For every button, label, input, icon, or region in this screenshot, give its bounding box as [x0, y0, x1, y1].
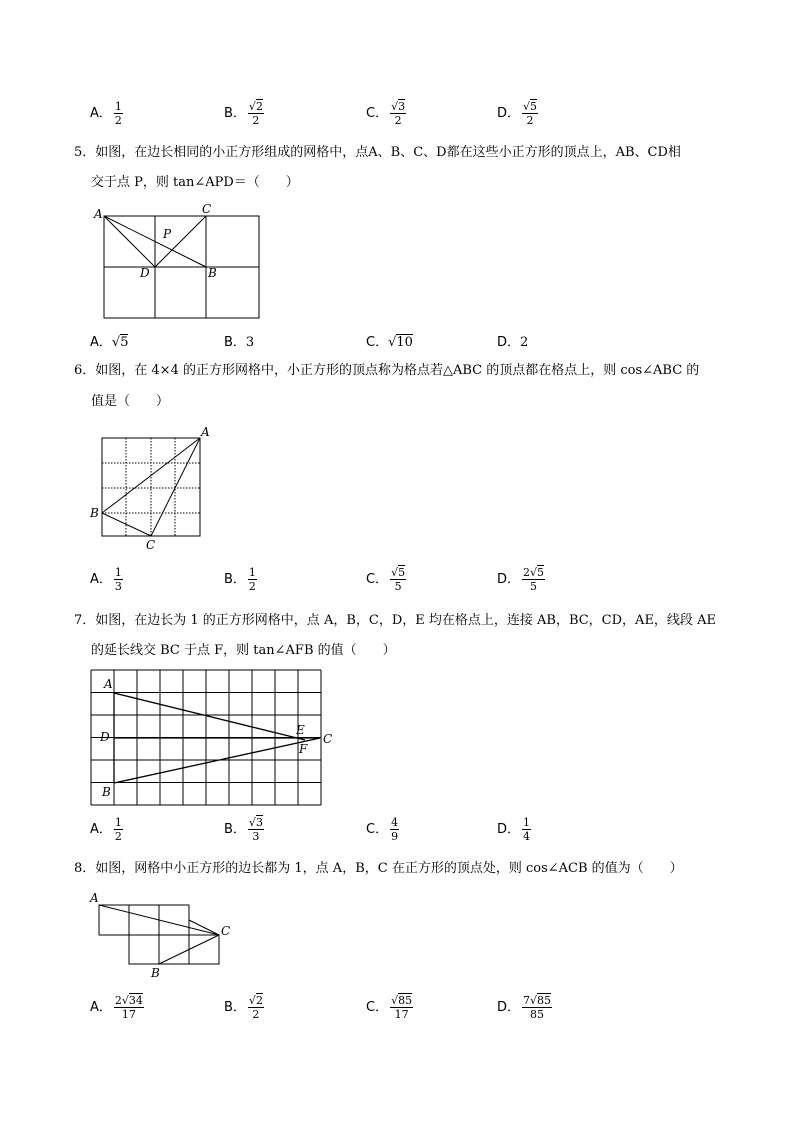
option-letter: C．: [366, 335, 389, 350]
option-letter: D．: [497, 822, 521, 837]
q5-option-d[interactable]: D．2: [497, 335, 529, 350]
q4-option-c[interactable]: [366, 100, 406, 127]
option-letter: C．: [366, 572, 389, 587]
option-letter: B．: [224, 335, 246, 350]
q7-label-e: E: [296, 723, 305, 737]
q7-option-b[interactable]: [224, 816, 264, 843]
option-letter: A．: [90, 106, 112, 121]
fraction: $\frac{2√34}{17}$: [114, 994, 143, 1021]
option-letter: A．: [90, 572, 112, 587]
q6-figure: [86, 425, 216, 555]
q8-option-a[interactable]: [90, 994, 144, 1021]
option-letter: B．: [224, 1000, 246, 1015]
q5-label-b: B: [208, 266, 217, 280]
q8-label-c: C: [221, 924, 231, 938]
q7-label-f: F: [299, 742, 308, 756]
q6-label-a: A: [201, 425, 210, 439]
fraction: $\frac{1}{2}$: [114, 100, 122, 127]
q8-option-b[interactable]: [224, 994, 264, 1021]
fraction: $\frac{√3}{3}$: [248, 816, 263, 843]
q8-label-b: B: [151, 966, 160, 980]
option-letter: C．: [366, 1000, 389, 1015]
fraction: $\frac{√2}{2}$: [248, 100, 263, 127]
q5-label-a: A: [94, 207, 103, 221]
q8-option-c[interactable]: [366, 994, 413, 1021]
q4-option-b[interactable]: [224, 100, 264, 127]
fraction: $\frac{4}{9}$: [391, 816, 399, 843]
q7-option-d[interactable]: [497, 816, 531, 843]
q6-stem-line2: 值是（ ）: [91, 394, 170, 409]
q7-stem-line2: 的延长线交 BC 于点 F，则 tan∠AFB 的值（ ）: [91, 643, 396, 658]
q5-option-a[interactable]: A．√5: [90, 335, 129, 350]
q6-stem-line1: 6．如图，在 4×4 的正方形网格中，小正方形的顶点称为格点若△ABC 的顶点都在格点上，则 cos∠ABC 的: [74, 363, 700, 378]
fraction: $\frac{1}{2}$: [114, 816, 122, 843]
q8-figure: [86, 890, 246, 980]
q5-stem-line2: 交于点 P，则 tan∠APD＝（ ）: [91, 175, 299, 190]
fraction: $\frac{2√5}{5}$: [523, 566, 545, 593]
q7-label-c: C: [323, 732, 333, 746]
q6-label-b: B: [90, 506, 99, 520]
q8-option-d[interactable]: [497, 994, 552, 1021]
q6-option-a[interactable]: [90, 566, 123, 593]
option-letter: D．: [497, 572, 521, 587]
option-letter: D．: [497, 1000, 521, 1015]
option-letter: B．: [224, 106, 246, 121]
q8-label-a: A: [90, 891, 99, 905]
q5-label-p: P: [163, 227, 172, 241]
fraction: $\frac{7√85}{85}$: [523, 994, 552, 1021]
fraction: $\frac{1}{4}$: [523, 816, 531, 843]
q7-stem-line1: 7．如图，在边长为 1 的正方形网格中，点 A，B，C，D，E 均在格点上，连接 AB，BC，CD，AE，线段 AE: [74, 613, 716, 628]
q7-label-a: A: [104, 677, 113, 691]
q7-figure: [86, 665, 346, 810]
fraction: $\frac{1}{3}$: [114, 566, 122, 593]
option-letter: D．: [497, 106, 521, 121]
q6-option-d[interactable]: [497, 566, 545, 593]
q7-label-b: B: [102, 785, 111, 799]
fraction: $\frac{1}{2}$: [248, 566, 256, 593]
option-letter: D．: [497, 335, 521, 350]
q5-label-c: C: [202, 202, 212, 216]
q7-label-d: D: [100, 730, 110, 744]
q6-option-b[interactable]: [224, 566, 257, 593]
q8-stem-line1: 8．如图，网格中小正方形的边长都为 1，点 A，B，C 在正方形的顶点处，则 cos∠ACB 的值为（ ）: [74, 861, 683, 876]
option-letter: A．: [90, 1000, 112, 1015]
option-letter: C．: [366, 822, 389, 837]
fraction: $\frac{√3}{2}$: [391, 100, 406, 127]
fraction: $\frac{√5}{2}$: [523, 100, 538, 127]
option-letter: A．: [90, 335, 112, 350]
option-letter: B．: [224, 572, 246, 587]
q6-label-c: C: [146, 538, 156, 552]
q5-option-b[interactable]: B．3: [224, 335, 255, 350]
option-letter: B．: [224, 822, 246, 837]
q6-option-c[interactable]: [366, 566, 406, 593]
option-letter: C．: [366, 106, 389, 121]
q5-stem-line1: 5．如图，在边长相同的小正方形组成的网格中，点A、B、C、D都在这些小正方形的顶点上，AB、CD相: [74, 145, 681, 160]
q4-option-d[interactable]: [497, 100, 538, 127]
q7-option-a[interactable]: [90, 816, 123, 843]
fraction: $\frac{√2}{2}$: [248, 994, 263, 1021]
option-letter: A．: [90, 822, 112, 837]
q5-option-c[interactable]: C．√10: [366, 335, 413, 350]
q4-option-a[interactable]: [90, 100, 123, 127]
q5-figure: [90, 200, 270, 325]
q7-option-c[interactable]: [366, 816, 399, 843]
q5-label-d: D: [140, 266, 150, 280]
fraction: $\frac{√5}{5}$: [391, 566, 406, 593]
fraction: $\frac{√85}{17}$: [391, 994, 413, 1021]
